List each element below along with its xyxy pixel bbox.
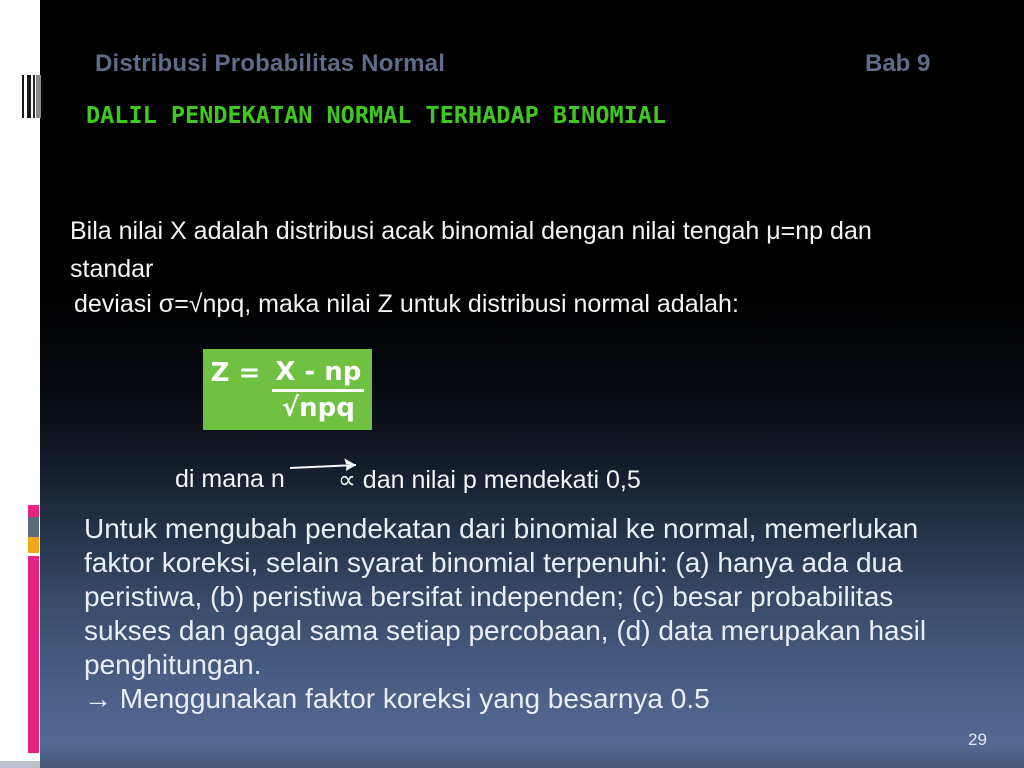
intro-line-1: Bila nilai X adalah distribusi acak binomial dengan nilai tengah μ=np dan [70, 217, 872, 245]
accent-square-gray [28, 517, 39, 537]
barcode-icon [22, 75, 41, 118]
body-paragraph [84, 512, 964, 716]
formula-lhs: Z = [210, 358, 261, 388]
body-line-5: penghitungan. [84, 649, 262, 680]
accent-square-pink [28, 505, 39, 517]
body-line-1: Untuk mengubah pendekatan dari binomial ke normal, memerlukan [84, 513, 919, 544]
chapter-label: Bab 9 [865, 50, 931, 77]
intro-paragraph [70, 212, 970, 288]
body-line-4: sukses dan gagal sama setiap percobaan, (d) data merupakan hasil [84, 615, 927, 646]
body-line-arrow-note: → Menggunakan faktor koreksi yang besarnya 0.5 [84, 683, 710, 714]
body-line-2: faktor koreksi, selain syarat binomial terpenuhi: (a) hanya ada dua [84, 547, 903, 578]
formula-denominator: √npq [281, 393, 355, 423]
condition-suffix: ∝ dan nilai p mendekati 0,5 [338, 466, 641, 494]
formula-numerator: X - np [272, 356, 364, 392]
slide-subtitle: DALIL PENDEKATAN NORMAL TERHADAP BINOMIAL [86, 101, 667, 129]
accent-bar-pink [28, 556, 39, 753]
accent-square-orange [28, 537, 39, 553]
left-margin-footer-strip [0, 761, 40, 768]
intro-line-2: standar [70, 255, 154, 283]
slide-header-title: Distribusi Probabilitas Normal [95, 50, 446, 77]
formula-box [203, 349, 372, 430]
body-line-3: peristiwa, (b) peristiwa bersifat independen; (c) besar probabilitas [84, 581, 894, 612]
deviasi-line: deviasi σ=√npq, maka nilai Z untuk distribusi normal adalah: [74, 290, 739, 318]
formula-fraction [272, 356, 364, 424]
page-number: 29 [968, 730, 987, 749]
condition-prefix: di mana n [175, 465, 285, 493]
